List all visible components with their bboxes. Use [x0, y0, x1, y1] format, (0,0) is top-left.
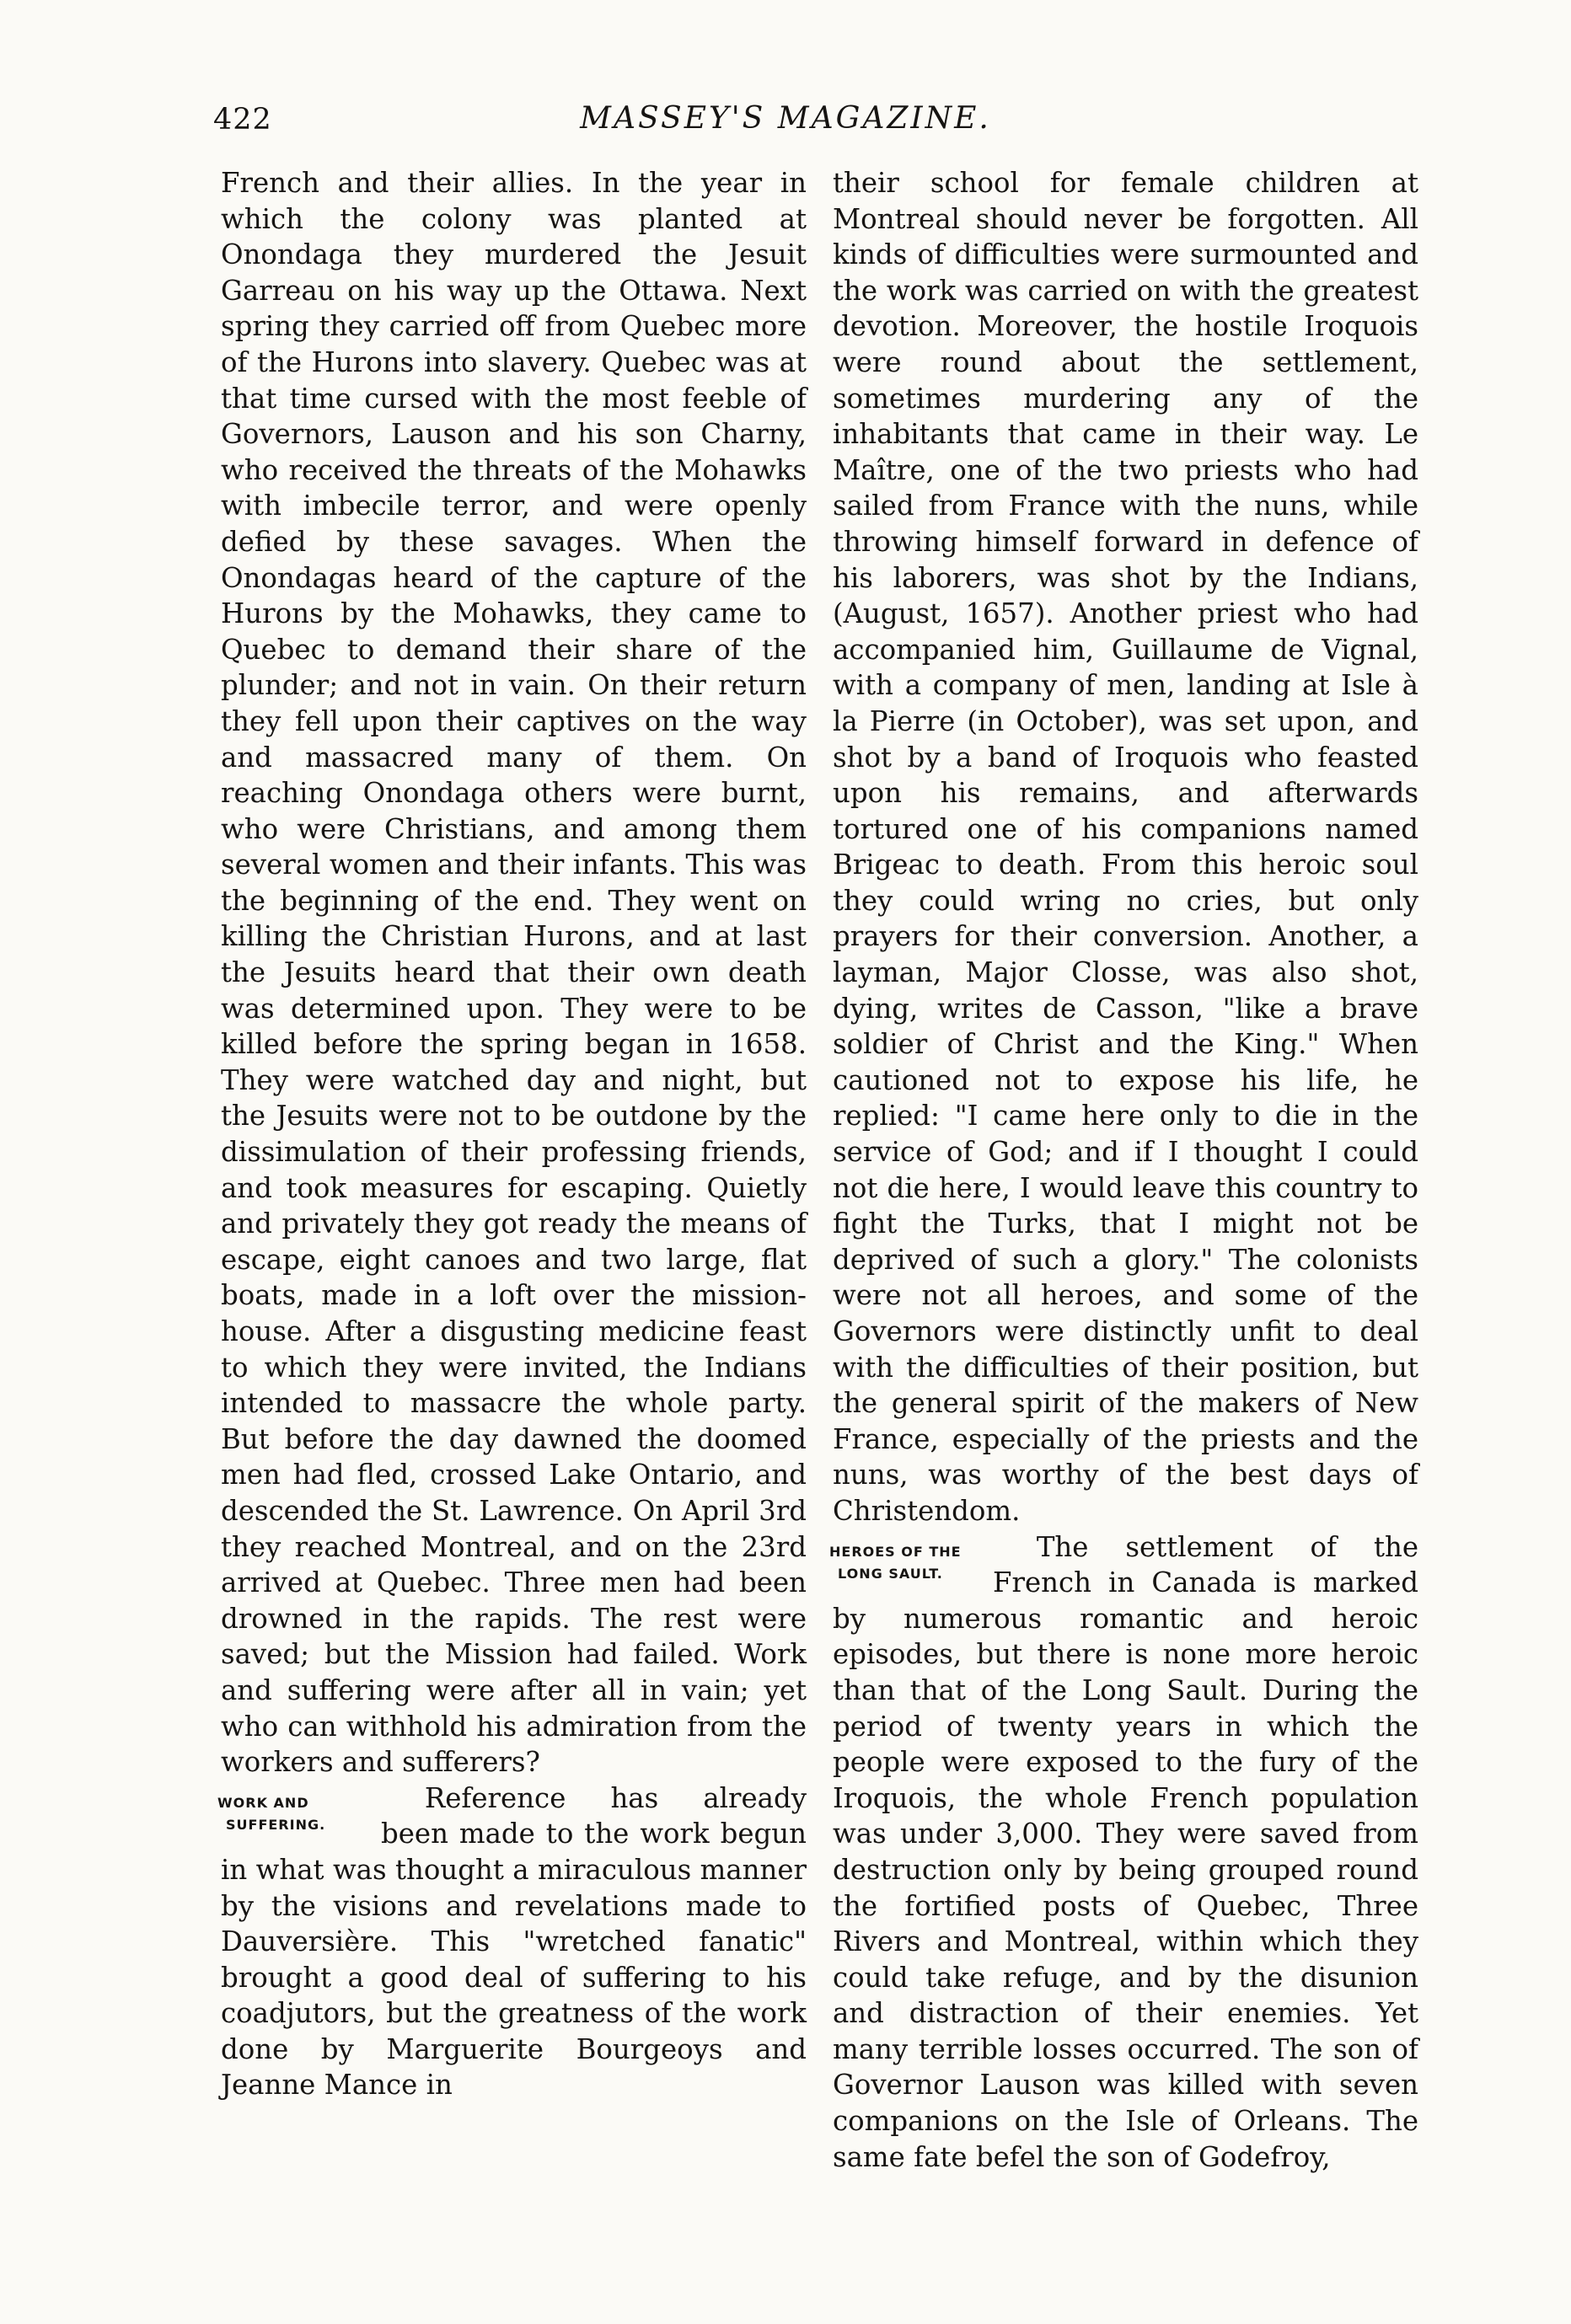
side-heading-line: SUFFERING.	[226, 1816, 326, 1833]
right-paragraph-1: their school for female children at Montreal should never be forgotten. All kinds of difficulties were surmounted and the work was carried on with the greatest devotion. Moreover, the hostile Iroquois were round about the settlement, sometimes murdering any of the inhabitants that came in their way. Le Maître, one of the two priests who had sailed from France with the nuns, while throwing himself forward in defence of his laborers, was shot by the Indians, (August, 1657). Another priest who had accompanied him, Guillaume de Vignal, with a company of men, landing at Isle à la Pierre (in October), was set upon, and shot by a band of Iroquois who feasted upon his remains, and afterwards tortured one of his companions named Brigeac to death. From this heroic soul they could wring no cries, but only prayers for their conversion. Another, a layman, Major Closse, was also shot, dying, writes de Casson, "like a brave soldier of Christ and the King." When cautioned not to expose his life, he replied: "I came here only to die in the service of God; and if I thought I could not die here, I would leave this country to fight the Turks, that I might not be deprived of such a glory." The colonists were not all heroes, and some of the Governors were distinctly unfit to deal with the difficulties of their position, but the general spirit of the makers of New France, especially of the priests and the nuns, was worthy of the best days of Christendom.	[833, 167, 1418, 1527]
page-number: 422	[213, 103, 272, 137]
side-heading-line: LONG SAULT.	[838, 1565, 943, 1582]
right-paragraph-2: The settlement of the French in Canada is marked by numerous romantic and heroic episodes, but there is none more heroic than that of the Long Sault. During the period of twenty years in which the people were exposed to the fury of the Iroquois, the whole French population was under 3,000. They were saved from destruction only by being grouped round the fortified posts of Quebec, Three Rivers and Montreal, within which they could take refuge, and by the disunion and distraction of their enemies. Yet many terrible losses occurred. The son of Governor Lauson was killed with seven companions on the Isle of Orleans. The same fate befel the son of Godefroy,	[833, 1530, 1418, 2173]
left-paragraph-1: French and their allies. In the year in which the colony was planted at Onondaga they murdered the Jesuit Garreau on his way up the Ottawa. Next spring they carried off from Quebec more of the Hurons into slavery. Quebec was at that time cursed with the most feeble of Governors, Lauson and his son Charny, who received the threats of the Mohawks with imbecile terror, and were openly defied by these savages. When the Onondagas heard of the capture of the Hurons by the Mohawks, they came to Quebec to demand their share of the plunder; and not in vain. On their return they fell upon their captives on the way and massacred many of them. On reaching Onondaga others were burnt, who were Christians, and among them several women and their infants. This was the beginning of the end. They went on killing the Christian Hurons, and at last the Jesuits heard that their own death was determined upon. They were to be killed before the spring began in 1658. They were watched day and night, but the Jesuits were not to be outdone by the dissimulation of their professing friends, and took measures for escaping. Quietly and privately they got ready the means of escape, eight canoes and two large, flat boats, made in a loft over the mission-house. After a disgusting medicine feast to which they were invited, the Indians intended to massacre the whole party. But before the day dawned the doomed men had fled, crossed Lake Ontario, and descended the St. Lawrence. On April 3rd they reached Montreal, and on the 23rd arrived at Quebec. Three men had been drowned in the rapids. The rest were saved; but the Mission had failed. Work and suffering were after all in vain; yet who can withhold his admiration from the workers and sufferers?	[221, 167, 807, 1779]
left-column	[217, 165, 807, 2103]
left-paragraph-2: Reference has already been made to the work begun in what was thought a miraculous manner by the visions and revelations made to Dauversière. This "wretched fanatic" brought a good deal of suffering to his coadjutors, but the greatness of the work done by Marguerite Bourgeoys and Jeanne Mance in	[221, 1781, 807, 2102]
side-heading-heroes-of-the-long-sault	[829, 1541, 983, 1585]
right-column	[829, 165, 1418, 2175]
side-heading-line: WORK AND	[217, 1794, 309, 1811]
running-title: MASSEY'S MAGAZINE.	[580, 101, 991, 136]
side-heading-line: HEROES OF THE	[829, 1543, 962, 1560]
side-heading-work-and-suffering	[217, 1792, 371, 1836]
